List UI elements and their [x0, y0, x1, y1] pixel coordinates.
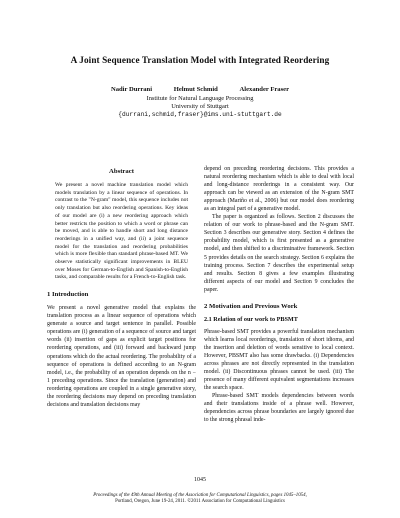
footer-line-1: Proceedings of the 49th Annual Meeting of the Association for Computational Linguistics, pages 1045–1054,	[93, 493, 307, 498]
body-paragraph: depend on preceding reordering decisions. This provides a natural reordering mechanism which is able to deal with local and long-distance reorderings in a consistent way. Our approach can be viewed as an extension of the N-gram SMT approach (Mariño et al., 2006) but our model does reordering as an integral part of a generative model.	[204, 166, 354, 213]
author-name: Helmut Schmid	[173, 86, 218, 93]
section-heading-introduction: 1 Introduction	[47, 291, 89, 299]
affiliation-institute: Institute for Natural Language Processing	[146, 95, 254, 102]
body-paragraph: Phrase-based SMT provides a powerful translation mechanism which learns local reorderings, translation of short idioms, and the insertion and deletion of words sensitive to local context. However, PBSMT also has some drawbacks. (i) Dependencies across phrases are not directly represented in the translation model. (ii) Discontinuous phrases cannot be used. (iii) The presence of many different equivalent segmentations increases the search space.	[204, 328, 354, 392]
abstract-text: We present a novel machine translation model which models translation by a linear sequence of operations. In contrast to the "N-gram" model, this sequence includes not only translation but also reordering operations. Key ideas of our model are (i) a new reordering approach which better restricts the position to which a word or phrase can be moved, and is able to handle short and long distance reorderings in a unified way, and (ii) a joint sequence model for the translation and reordering probabilities which is more flexible than standard phrase-based MT. We observe statistically significant improvements in BLEU over Moses for German-to-English and Spanish-to-English tasks, and comparable results for a French-to-English task.	[55, 182, 188, 281]
affiliation-university: University of Stuttgart	[171, 103, 229, 110]
author-name: Nadir Durrani	[110, 86, 153, 93]
body-paragraph: The paper is organized as follows. Section 2 discusses the relation of our work to phrase-based and the N-gram SMT. Section 3 describes our generative story. Section 4 defines the probability model, which is first presented as a generative model, and then shifted to a discriminative framework. Section 5 provides details on the search strategy. Section 6 explains the training process. Section 7 describes the experimental setup and results. Section 8 gives a few examples illustrating different aspects of our model and Section 9 concludes the paper.	[204, 214, 354, 293]
subsection-heading-pbsmt: 2.1 Relation of our work to PBSMT	[204, 315, 298, 323]
page-number: 1045	[194, 477, 206, 483]
author-list	[0, 86, 400, 93]
abstract-heading: Abstract	[109, 168, 134, 175]
footer-line-2: Portland, Oregon, June 19-24, 2011. ©2011 Association for Computational Linguistics	[115, 499, 285, 504]
author-name: Alexander Fraser	[239, 86, 290, 93]
body-paragraph: Phrase-based SMT models dependencies between words and their translations inside of a phrase well. However, dependencies across phrase boundaries are largely ignored due to the strong phrasal inde-	[204, 393, 354, 424]
author-emails: {durrani,schmid,fraser}@ims.uni-stuttgart.de	[118, 111, 282, 118]
right-column	[204, 165, 354, 424]
paper-title: A Joint Sequence Translation Model with Integrated Reordering	[70, 55, 330, 65]
section-heading-motivation: 2 Motivation and Previous Work	[204, 302, 298, 310]
left-column	[47, 168, 196, 409]
introduction-text: We present a novel generative model that explains the translation process as a linear sequence of operations which generate a source and target sentence in parallel. Possible operations are (i) generation of a sequence of source and target words (ii) insertion of gaps as explicit target positions for reordering operations, and (iii) forward and backward jump operations which do the actual reordering. The probability of a sequence of operations is defined according to an N-gram model, i.e., the probability of an operation depends on the n − 1 preceding operations. Since the translation (generation) and reordering operations are coupled in a single generative story, the reordering decisions may depend on preceding translation decisions and translation decisions may	[47, 305, 196, 408]
proceedings-footer	[0, 493, 400, 505]
